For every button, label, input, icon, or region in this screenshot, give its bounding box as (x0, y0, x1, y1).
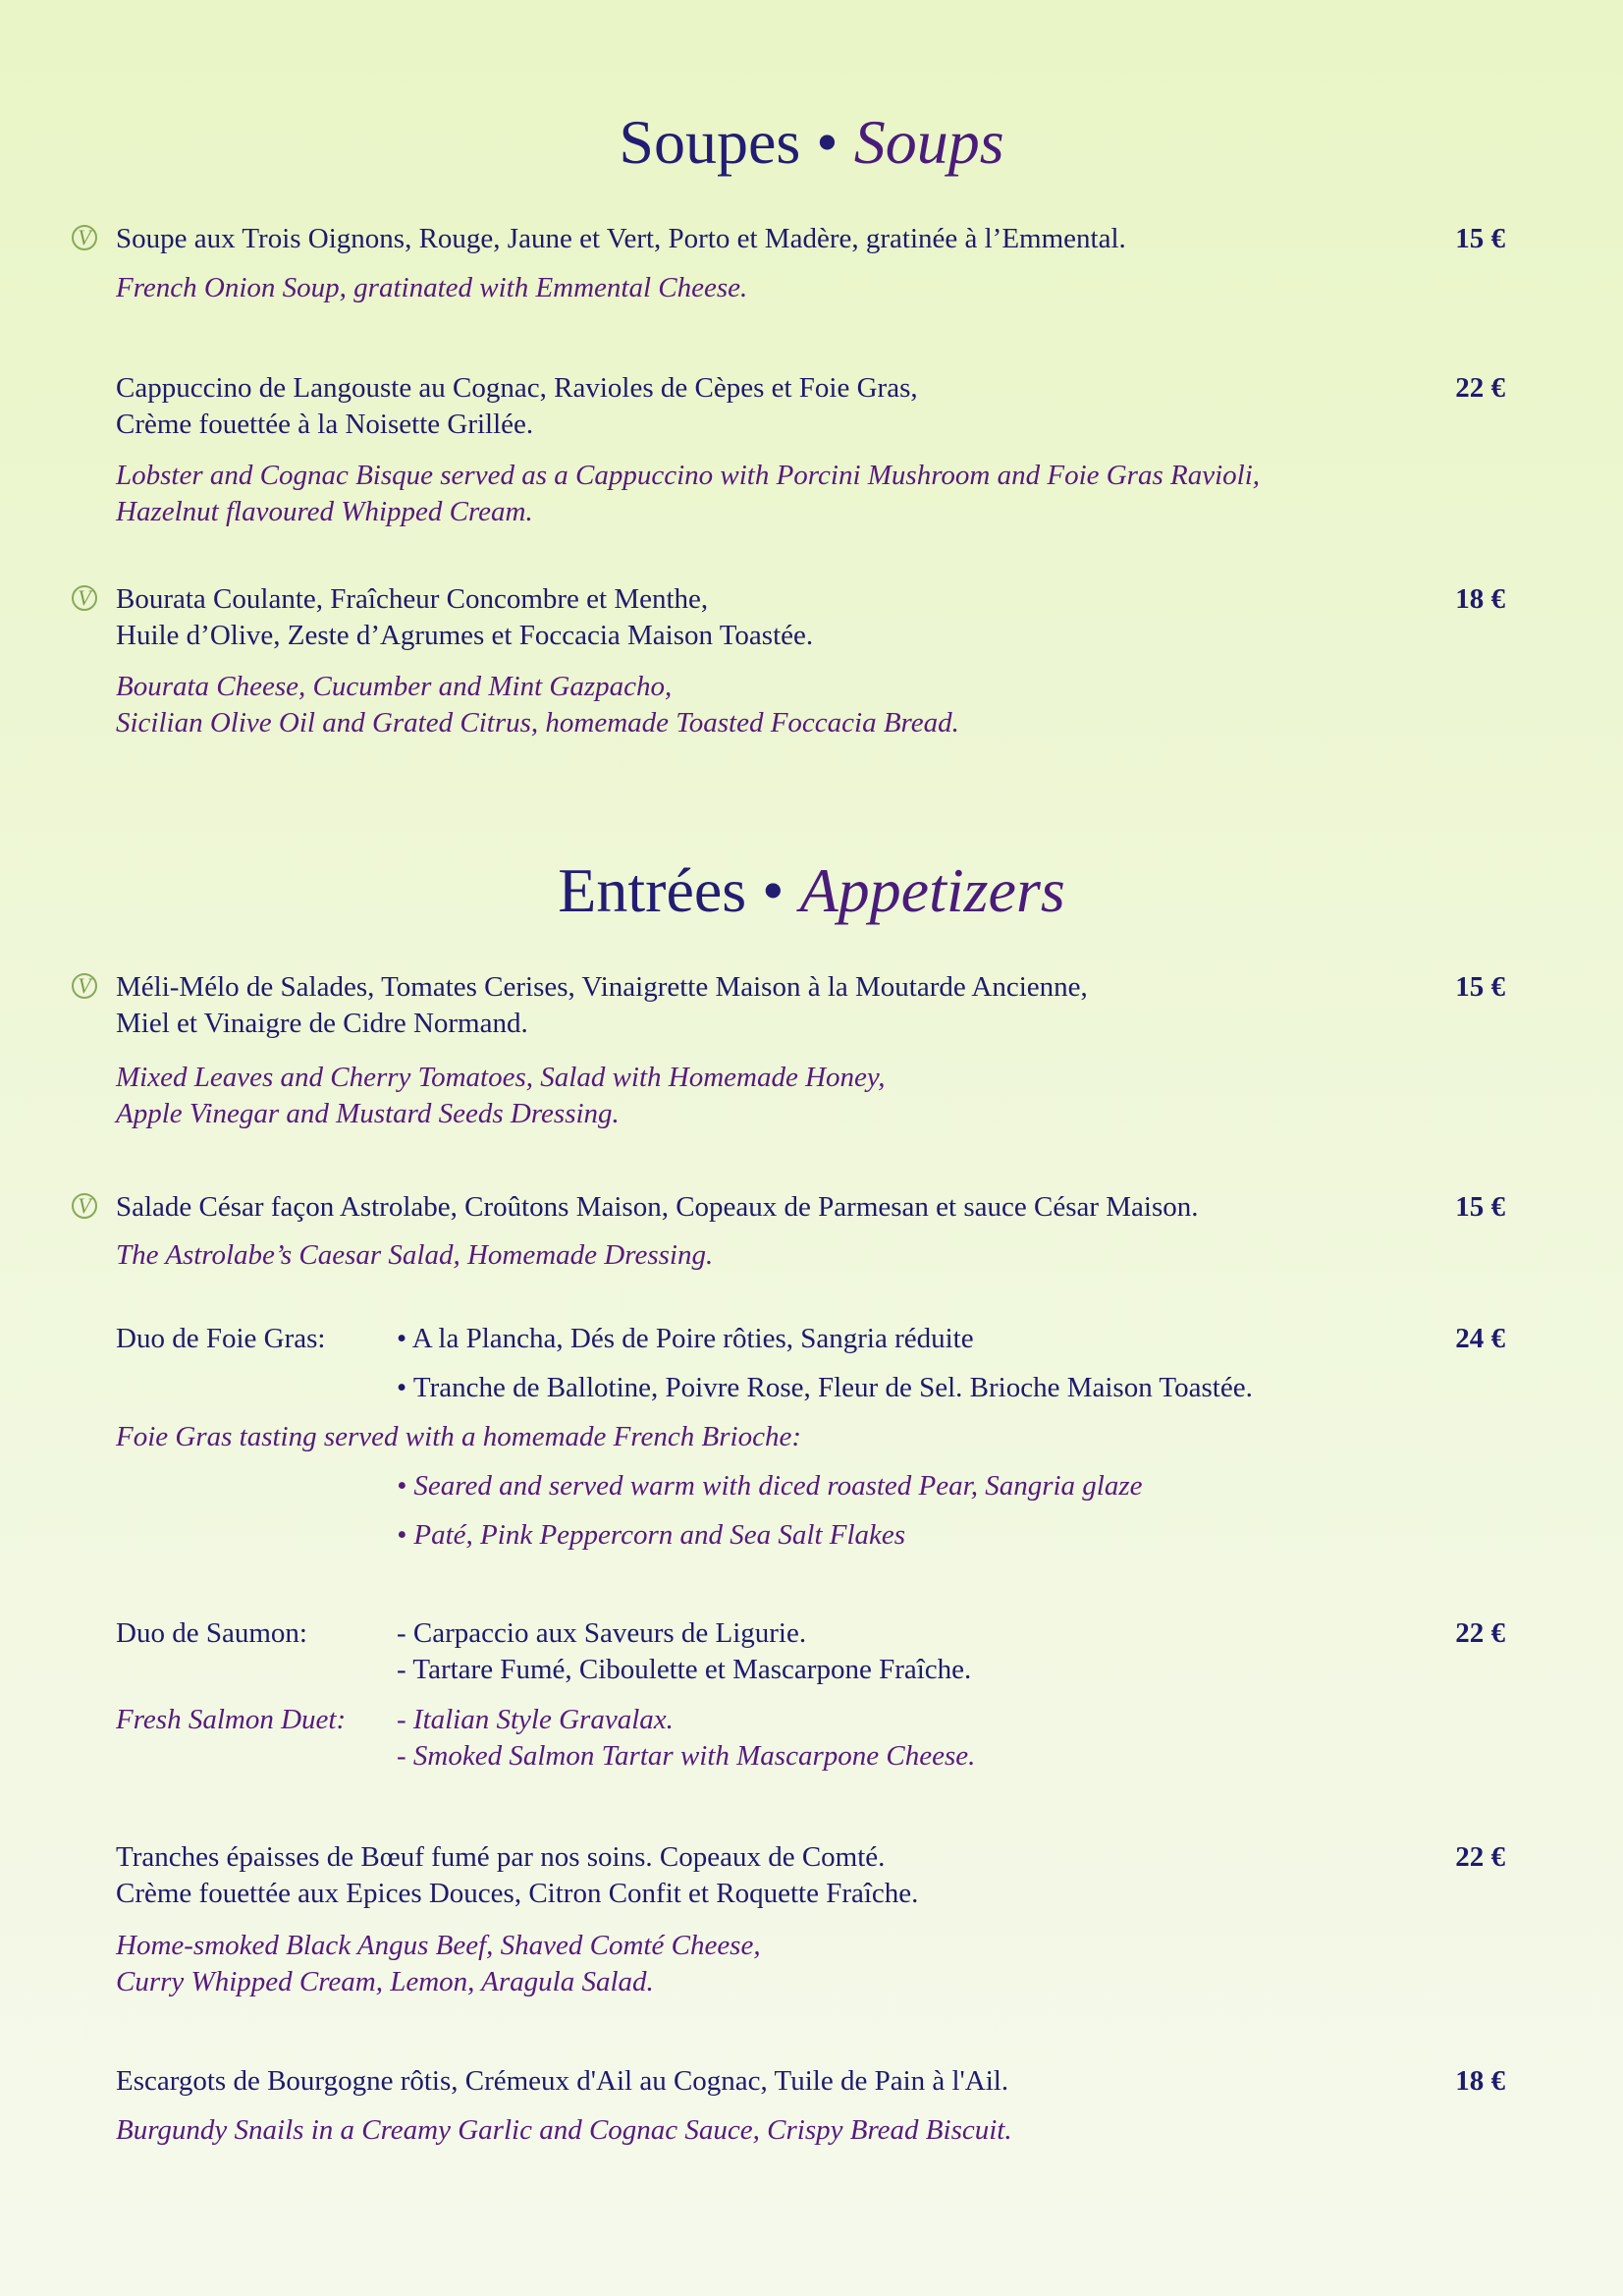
item-fr-option: - Carpaccio aux Saveurs de Ligurie. (397, 1617, 807, 1649)
item-label-fr: Duo de Saumon: (116, 1617, 307, 1649)
item-fr-option: • A la Plancha, Dés de Poire rôties, Sangria réduite (397, 1323, 974, 1354)
item-fr-line: Tranches épaisses de Bœuf fumé par nos soins. Copeaux de Comté. (116, 1841, 886, 1873)
item-fr-line: Bourata Coulante, Fraîcheur Concombre et Menthe, (116, 583, 709, 615)
item-en-line: The Astrolabe’s Caesar Salad, Homemade Dressing. (116, 1239, 714, 1271)
item-price: 15 € (1455, 223, 1505, 254)
item-label-fr: Duo de Foie Gras: (116, 1323, 326, 1354)
soups-heading (0, 107, 1623, 177)
item-fr-line: Méli-Mélo de Salades, Tomates Cerises, Vinaigrette Maison à la Moutarde Ancienne, (116, 971, 1088, 1003)
item-fr-line: Crème fouettée à la Noisette Grillée. (116, 409, 534, 440)
soups-title-en: Soups (853, 107, 1004, 177)
item-en-line: Bourata Cheese, Cucumber and Mint Gazpacho, (116, 671, 673, 702)
item-label-en: Fresh Salmon Duet: (116, 1704, 347, 1735)
appetizers-heading (0, 855, 1623, 925)
item-price: 18 € (1455, 583, 1505, 615)
item-en-option: • Seared and served warm with diced roasted Pear, Sangria glaze (397, 1470, 1143, 1502)
item-price: 22 € (1455, 1617, 1505, 1649)
soups-title-bullet: • (816, 107, 839, 177)
item-en-line: Lobster and Cognac Bisque served as a Cappuccino with Porcini Mushroom and Foie Gras Ravioli, (116, 460, 1261, 491)
item-en-line: Foie Gras tasting served with a homemade French Brioche: (116, 1421, 802, 1452)
appetizers-title-en: Appetizers (799, 855, 1065, 925)
item-en-line: Hazelnut flavoured Whipped Cream. (116, 496, 533, 527)
item-fr-line: Salade César façon Astrolabe, Croûtons Maison, Copeaux de Parmesan et sauce César Maison. (116, 1191, 1199, 1223)
vegetarian-icon: V (72, 1193, 97, 1219)
item-en-line: Burgundy Snails in a Creamy Garlic and Cognac Sauce, Crispy Bread Biscuit. (116, 2114, 1012, 2146)
vegetarian-icon: V (72, 585, 97, 611)
appetizers-title-bullet: • (762, 855, 784, 925)
item-price: 22 € (1455, 372, 1505, 404)
item-en-line: French Onion Soup, gratinated with Emmental Cheese. (116, 272, 748, 303)
appetizers-title-fr: Entrées (558, 855, 747, 925)
item-en-line: Curry Whipped Cream, Lemon, Aragula Salad. (116, 1966, 654, 1997)
item-price: 24 € (1455, 1323, 1505, 1354)
item-en-option: • Paté, Pink Peppercorn and Sea Salt Flakes (397, 1519, 906, 1551)
item-en-line: Apple Vinegar and Mustard Seeds Dressing. (116, 1098, 620, 1129)
item-fr-line: Crème fouettée aux Epices Douces, Citron Confit et Roquette Fraîche. (116, 1878, 919, 1909)
item-price: 15 € (1455, 1191, 1505, 1223)
item-en-line: Sicilian Olive Oil and Grated Citrus, homemade Toasted Foccacia Bread. (116, 707, 959, 738)
item-fr-line: Escargots de Bourgogne rôtis, Crémeux d'Ail au Cognac, Tuile de Pain à l'Ail. (116, 2065, 1009, 2097)
item-fr-line: Cappuccino de Langouste au Cognac, Ravioles de Cèpes et Foie Gras, (116, 372, 918, 404)
item-fr-line: Miel et Vinaigre de Cidre Normand. (116, 1008, 528, 1039)
item-en-option: - Italian Style Gravalax. (397, 1704, 674, 1735)
vegetarian-icon: V (72, 225, 97, 250)
vegetarian-icon: V (72, 973, 97, 999)
item-en-line: Home-smoked Black Angus Beef, Shaved Comté Cheese, (116, 1930, 761, 1961)
item-en-option: - Smoked Salmon Tartar with Mascarpone Cheese. (397, 1740, 976, 1772)
item-price: 22 € (1455, 1841, 1505, 1873)
item-fr-line: Soupe aux Trois Oignons, Rouge, Jaune et Vert, Porto et Madère, gratinée à l’Emmental. (116, 223, 1126, 254)
item-en-line: Mixed Leaves and Cherry Tomatoes, Salad with Homemade Honey, (116, 1062, 886, 1093)
item-fr-line: Huile d’Olive, Zeste d’Agrumes et Foccacia Maison Toastée. (116, 620, 814, 651)
item-price: 18 € (1455, 2065, 1505, 2097)
item-fr-option: - Tartare Fumé, Ciboulette et Mascarpone Fraîche. (397, 1654, 972, 1685)
item-price: 15 € (1455, 971, 1505, 1003)
item-fr-option: • Tranche de Ballotine, Poivre Rose, Fleur de Sel. Brioche Maison Toastée. (397, 1372, 1253, 1403)
soups-title-fr: Soupes (619, 107, 801, 177)
